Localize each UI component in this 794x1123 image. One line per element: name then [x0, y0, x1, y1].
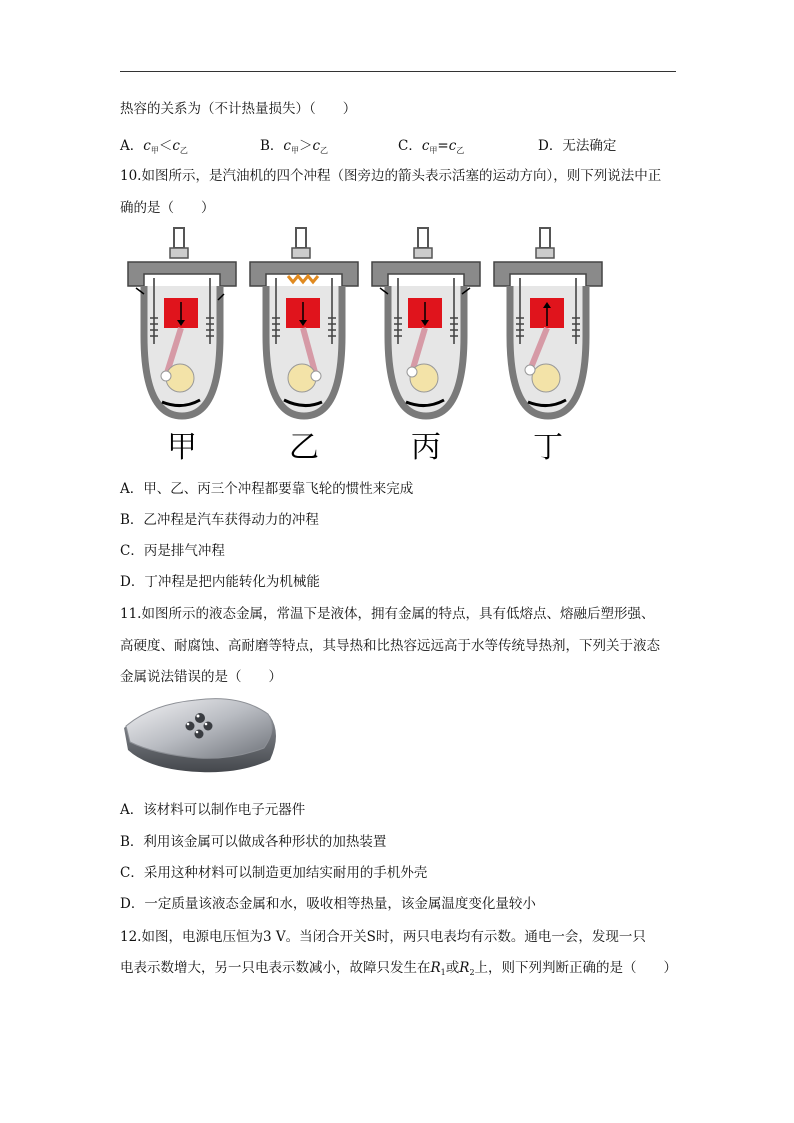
q11-stem-line2: 高硬度、耐腐蚀、高耐磨等特点，其导热和比热容远远高于水等传统导热剂，下列关于液态 [120, 638, 660, 654]
q11-stem-line3: 金属说法错误的是（ ） [120, 669, 282, 685]
label-jia: 甲 [167, 430, 197, 465]
q10-option-b[interactable]: B．乙冲程是汽车获得动力的冲程 [120, 512, 319, 528]
q12-stem-line1: 12.如图，电源电压恒为3 V。当闭合开关S时，两只电表均有示数。通电一会，发现一只 [120, 929, 646, 945]
label-yi: 乙 [289, 430, 319, 465]
q10-option-d[interactable]: D．丁冲程是把内能转化为机械能 [120, 574, 320, 590]
q12-stem-line2: 电表示数增大，另一只电表示数减小，故障只发生在$R_1$或$R_2$上，则下列判断正确的是（ ） [120, 960, 678, 977]
q10-option-c[interactable]: C．丙是排气冲程 [120, 543, 225, 559]
q10-option-a[interactable]: A．甲、乙、丙三个冲程都要靠飞轮的惯性来完成 [120, 481, 414, 497]
q9-option-b[interactable]: B．$c_甲>c_乙$ [260, 138, 329, 155]
q9-stem-tail: 热容的关系为（不计热量损失）（ ） [120, 101, 357, 117]
q11-option-c[interactable]: C．采用这种材料可以制造更加结实耐用的手机外壳 [120, 865, 428, 881]
liquid-metal-image [120, 688, 286, 780]
q11-option-d[interactable]: D．一定质量该液态金属和水，吸收相等热量，该金属温度变化量较小 [120, 896, 536, 912]
q11-option-a[interactable]: A．该材料可以制作电子元器件 [120, 802, 306, 818]
q9-option-d[interactable]: D．无法确定 [538, 138, 617, 154]
q9-option-a[interactable]: A．$c_甲<c_乙$ [120, 138, 188, 155]
engine-stroke-bing [366, 226, 486, 466]
metal-droplet [195, 713, 205, 723]
r2-symbol: R [459, 960, 470, 976]
engine-bing-drawing [366, 226, 486, 426]
label-bing: 丙 [411, 430, 441, 465]
header-rule [120, 71, 676, 72]
q11-option-b[interactable]: B．利用该金属可以做成各种形状的加热装置 [120, 834, 387, 850]
metal-droplet [204, 722, 213, 731]
engine-yi-drawing [244, 226, 364, 426]
engine-jia-drawing [122, 226, 242, 426]
metal-droplet [186, 722, 195, 731]
label-ding: 丁 [533, 430, 563, 465]
engine-stroke-ding [488, 226, 608, 466]
engine-stroke-yi [244, 226, 364, 466]
engine-ding-drawing [488, 226, 608, 426]
r1-symbol: R [430, 960, 441, 976]
q11-stem-line1: 11.如图所示的液态金属，常温下是液体，拥有金属的特点，具有低熔点、熔融后塑形强、 [120, 606, 655, 622]
q9-options [120, 134, 680, 155]
q10-stem-line2: 确的是（ ） [120, 200, 215, 216]
engine-stroke-jia [122, 226, 242, 466]
q10-stem-line1: 10.如图所示，是汽油机的四个冲程（图旁边的箭头表示活塞的运动方向），则下列说法中正 [120, 168, 662, 184]
q9-option-c[interactable]: C．$c_甲=c_乙$ [398, 138, 465, 155]
spark-icon [288, 276, 318, 282]
metal-droplet [195, 730, 204, 739]
engine-strokes-figure [122, 226, 614, 466]
